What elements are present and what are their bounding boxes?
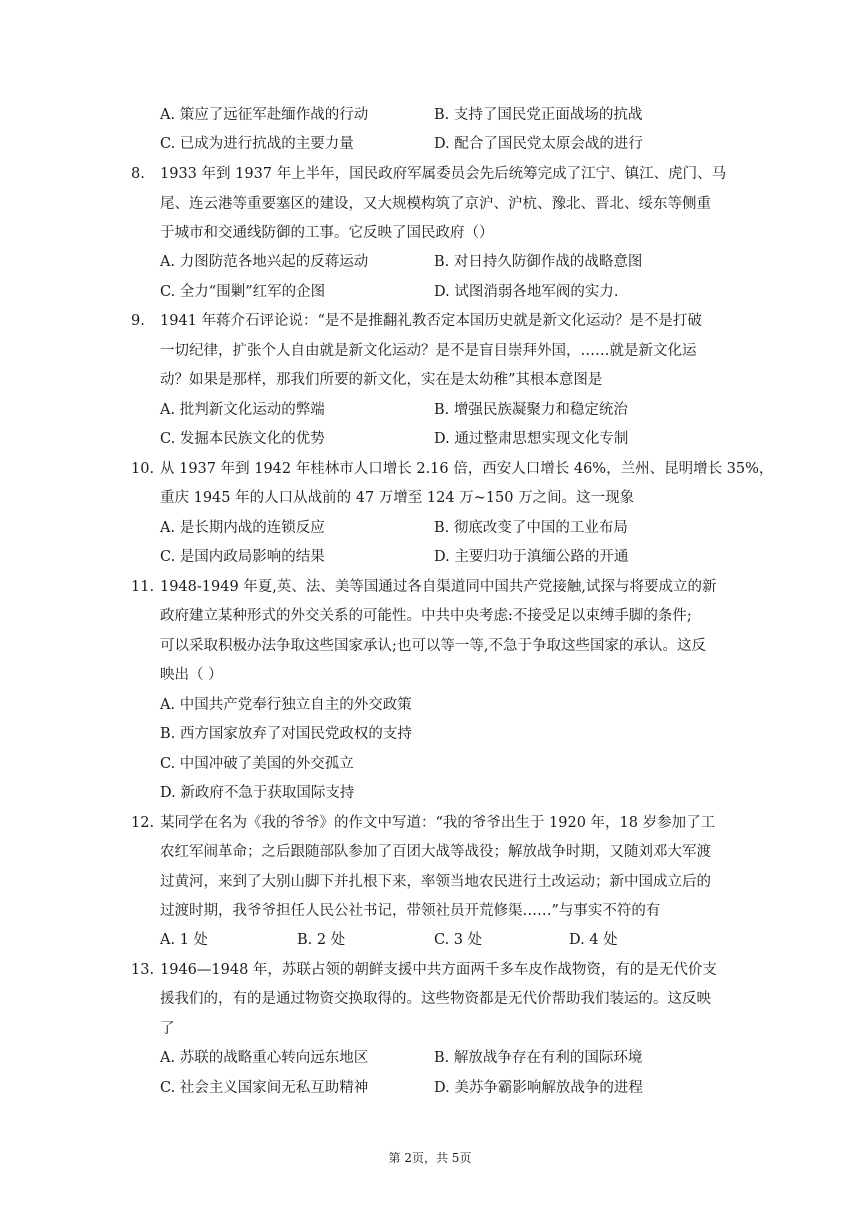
- q8-option-a: A. 力图防范各地兴起的反蒋运动: [160, 254, 369, 270]
- q10-option-a: A. 是长期内战的连锁反应: [160, 520, 325, 536]
- q9-number: 9.: [131, 313, 145, 329]
- q13-stem-line-2: 援我们的，有的是通过物资交换取得的。这些物资都是无代价帮助我们装运的。这反映: [160, 991, 711, 1007]
- q11-stem-line-3: 可以采取积极办法争取这些国家承认;也可以等一等,不急于争取这些国家的承认。这反: [160, 638, 706, 654]
- q11-stem-line-2: 政府建立某种形式的外交关系的可能性。中共中央考虑:不接受足以束缚手脚的条件;: [160, 608, 692, 624]
- q9-stem-line-1: 1941 年蒋介石评论说：“是不是推翻礼教否定本国历史就是新文化运动？是不是打破: [160, 313, 702, 329]
- q8-stem-line-2: 尾、连云港等重要塞区的建设，又大规模构筑了京沪、沪杭、豫北、晋北、绥东等侧重: [160, 196, 711, 212]
- q8-number: 8.: [131, 166, 145, 182]
- q11-option-c: C. 中国冲破了美国的外交孤立: [160, 756, 354, 772]
- q11-stem-line-1: 1948-1949 年夏,英、法、美等国通过各自渠道同中国共产党接触,试探与将要成立的新: [160, 579, 717, 595]
- q12-number: 12.: [131, 815, 155, 831]
- q7-option-a: A. 策应了远征军赴缅作战的行动: [160, 107, 369, 123]
- q9-stem-line-3: 动？如果是那样，那我们所要的新文化，实在是太幼稚”其根本意图是: [160, 372, 603, 388]
- q11-option-d: D. 新政府不急于获取国际支持: [160, 785, 355, 801]
- q13-stem-line-1: 1946—1948 年，苏联占领的朝鲜支援中共方面两千多车皮作战物资，有的是无代价支: [160, 962, 717, 978]
- q12-option-a: A. 1 处: [160, 932, 209, 948]
- q8-stem-line-3: 于城市和交通线防御的工事。它反映了国民政府（）: [160, 225, 494, 241]
- q8-option-b: B. 对日持久防御作战的战略意图: [434, 254, 643, 270]
- q10-option-d: D. 主要归功于滇缅公路的开通: [434, 549, 629, 565]
- q9-stem-line-2: 一切纪律，扩张个人自由就是新文化运动？是不是盲目崇拜外国，……就是新文化运: [160, 343, 697, 359]
- q11-stem-line-4: 映出（ ）: [160, 667, 223, 683]
- q7-option-c: C. 已成为进行抗战的主要力量: [160, 136, 354, 152]
- q13-number: 13.: [131, 962, 155, 978]
- q13-option-a: A. 苏联的战略重心转向远东地区: [160, 1050, 369, 1066]
- q8-option-c: C. 全力“围剿”红军的企图: [160, 284, 326, 300]
- q9-option-d: D. 通过整肃思想实现文化专制: [434, 431, 629, 447]
- q9-option-b: B. 增强民族凝聚力和稳定统治: [434, 402, 628, 418]
- q8-option-d: D. 试图消弱各地军阀的实力.: [434, 284, 619, 300]
- q7-option-b: B. 支持了国民党正面战场的抗战: [434, 107, 643, 123]
- q10-stem-line-1: 从 1937 年到 1942 年桂林市人口增长 2.16 倍，西安人口增长 46%，兰州、昆明增长 35%，: [160, 461, 774, 477]
- q13-stem-line-3: 了: [160, 1021, 175, 1037]
- page-footer: 第 2页，共 5页: [388, 1151, 472, 1165]
- q11-option-a: A. 中国共产党奉行独立自主的外交政策: [160, 697, 412, 713]
- q10-option-b: B. 彻底改变了中国的工业布局: [434, 520, 628, 536]
- q12-stem-line-4: 过渡时期，我爷爷担任人民公社书记，带领社员开荒修渠……”与事实不符的有: [160, 903, 661, 919]
- q7-option-d: D. 配合了国民党太原会战的进行: [434, 136, 643, 152]
- q10-option-c: C. 是国内政局影响的结果: [160, 549, 325, 565]
- q13-option-b: B. 解放战争存在有利的国际环境: [434, 1050, 643, 1066]
- q12-option-b: B. 2 处: [297, 932, 346, 948]
- q11-option-b: B. 西方国家放弃了对国民党政权的支持: [160, 726, 412, 742]
- q11-number: 11.: [131, 579, 155, 595]
- q13-option-d: D. 美苏争霸影响解放战争的进程: [434, 1080, 643, 1096]
- q12-stem-line-1: 某同学在名为《我的爷爷》的作文中写道：“我的爷爷出生于 1920 年，18 岁参加了工: [160, 815, 716, 831]
- q12-stem-line-2: 农红军闹革命；之后跟随部队参加了百团大战等战役；解放战争时期，又随刘邓大军渡: [160, 844, 711, 860]
- q9-option-c: C. 发掘本民族文化的优势: [160, 431, 325, 447]
- q12-option-c: C. 3 处: [434, 932, 483, 948]
- q10-number: 10.: [131, 461, 155, 477]
- q12-stem-line-3: 过黄河，来到了大别山脚下并扎根下来，率领当地农民进行土改运动；新中国成立后的: [160, 874, 711, 890]
- q9-option-a: A. 批判新文化运动的弊端: [160, 402, 325, 418]
- q8-stem-line-1: 1933 年到 1937 年上半年，国民政府军属委员会先后统筹完成了江宁、镇江、虎门、马: [160, 166, 727, 182]
- q12-option-d: D. 4 处: [569, 932, 618, 948]
- q13-option-c: C. 社会主义国家间无私互助精神: [160, 1080, 369, 1096]
- q10-stem-line-2: 重庆 1945 年的人口从战前的 47 万增至 124 万~150 万之间。这一现象: [160, 490, 635, 506]
